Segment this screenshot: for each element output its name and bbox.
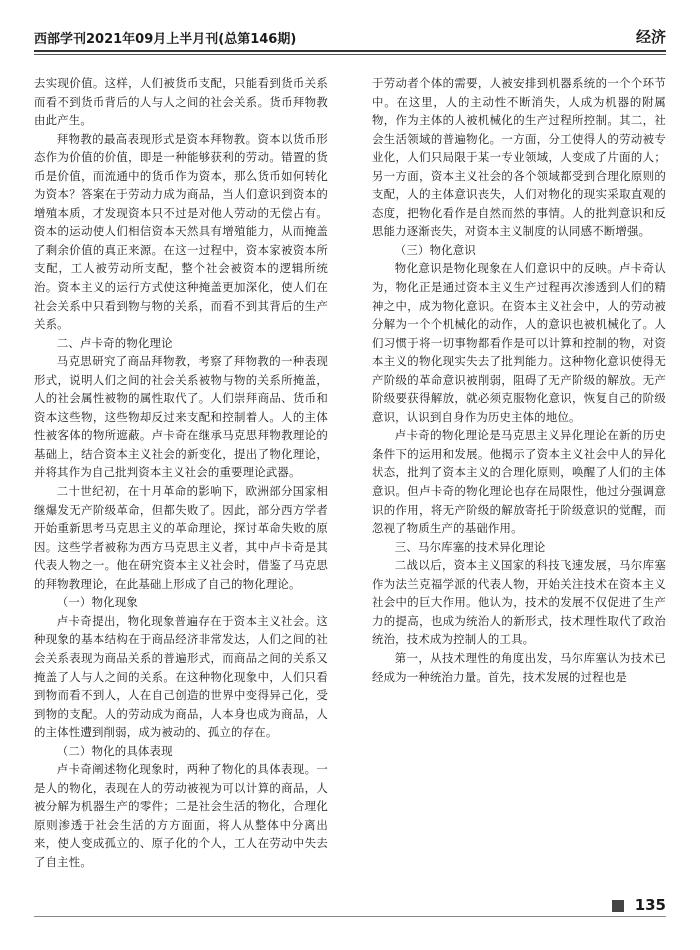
header-rule [34,50,666,52]
paragraph: 二十世纪初，在十月革命的影响下，欧洲部分国家相继爆发无产阶级革命，但都失败了。因此，部分西方学者开始重新思考马克思主义的革命理论，探讨革命失败的原因。这些学者被称为西方马克思主义者，其中卢卡奇是其代表人物之一。他在研究资本主义社会时，借鉴了马克思的拜物教理论，在此基础上形成了自己的物化理论。 [34,484,328,591]
journal-issue: 西部学刊2021年09月上半月刊(总第146期) [34,32,297,47]
paragraph: 卢卡奇阐述物化现象时，两种了物化的具体表现。一是人的物化，表现在人的劳动被视为可以计算的商品，人被分解为机器生产的零件；二是社会生活的物化，合理化原则渗透于社会生活的方方面面，将人从整体中分离出来，使人变成孤立的、原子化的个人，工人在劳动中失去了自主性。 [34,762,328,869]
page-number: 135 [634,896,666,914]
paragraph: 第一，从技术理性的角度出发，马尔库塞认为技术已经成为一种统治力量。首先，技术发展的过程也是 [372,650,666,684]
section-heading: 三、马尔库塞的技术异化理论 [394,539,546,554]
paragraph: 二战以后，资本主义国家的科技飞速发展，马尔库塞作为法兰克福学派的代表人物，开始关注技术在资本主义社会中的巨大作用。他认为，技术的发展不仅促进了生产力的提高，也成为统治人的新形式，技术理性取代了政治统治，技术成为控制人的工具。 [372,558,666,647]
paragraph: 于劳动者个体的需要，人被安排到机器系统的一个个环节中。在这里，人的主动性不断消失，人成为机器的附属物，作为主体的人被机械化的生产过程所控制。其二，社会生活领域的普遍物化。一方面，分工使得人的劳动被专业化，人们只局限于某一专业领域，人变成了片面的人；另一方面，资本主义社会的各个领域都受到合理化原则的支配，人的主体意识丧失，人们对物化的现实采取直观的态度，把物化看作是自然而然的事情。人的批判意识和反思能力逐渐丧失，对资本主义制度的认同感不断增强。 [372,76,666,239]
paragraph: 物化意识是物化现象在人们意识中的反映。卢卡奇认为，物化正是通过资本主义生产过程再次渗透到人们的精神之中，成为物化意识。在资本主义社会中，人的劳动被分解为一个个机械化的动作，人的意识也被机械化了。人们习惯于将一切事物都看作是可以计算和控制的物，对资本主义的物化现实失去了批判能力。这种物化意识使得无产阶级的革命意识被削弱，阻碍了无产阶级的解放。无产阶级要获得解放，就必须克服物化意识，恢复自己的阶级意识，认识到自身作为历史主体的地位。 [372,261,666,424]
subsection-heading: （二）物化的具体表现 [56,743,173,758]
subsection-heading: （三）物化意识 [394,242,476,257]
paragraph: 去实现价值。这样，人们被货币支配，只能看到货币关系而看不到货币背后的人与人之间的社会关系。货币拜物教由此产生。 [34,76,328,128]
subsection-heading: （一）物化现象 [56,595,138,610]
footer-rule [34,916,666,917]
page-marker [612,900,624,912]
right-column [372,74,666,686]
section-label: 经济 [635,28,666,46]
paragraph: 卢卡奇提出，物化现象普遍存在于资本主义社会。这种现象的基本结构在于商品经济非常发达，人们之间的社会关系表现为商品关系的普遍形式，而商品之间的关系又掩盖了人与人之间的关系。在这种物化现象中，人们只看到物而看不到人，人在自己创造的世界中变得异己化，受到物的支配。人的劳动成为商品，人本身也成为商品，人的主体性遭到削弱，成为被动的、孤立的存在。 [34,613,328,740]
left-column [34,74,328,872]
paragraph: 拜物教的最高表现形式是资本拜物教。资本以货币形态作为价值的价值，即是一种能够获利的劳动。错置的货币是价值，而流通中的货币作为资本，那么货币如何转化为资本？答案在于劳动力成为商品，当人们意识到资本的增殖本质，才发现资本只不过是对他人劳动的无偿占有。资本的运动使人们相信资本天然具有增殖能力，从而掩盖了剩余价值的真正来源。在这一过程中，资本家被资本所支配，工人被劳动所支配，整个社会被资本的逻辑所统治。资本主义的运行方式使这种掩盖更加深化，使人们在社会关系中只看到物与物的关系，而看不到其背后的生产关系。 [34,131,328,332]
paragraph: 马克思研究了商品拜物教，考察了拜物教的一种表现形式，说明人们之间的社会关系被物与物的关系所掩盖，人的社会属性被物的属性取代了。人们崇拜商品、货币和资本这些物，这些物却反过来支配和控制着人。人的主体性被客体的物所遮蔽。卢卡奇在继承马克思拜物教理论的基础上，结合资本主义社会的新变化，提出了物化理论，并将其作为自己批判资本主义社会的重要理论武器。 [34,354,328,480]
header-rule-thin [34,54,666,55]
paragraph: 卢卡奇的物化理论是马克思主义异化理论在新的历史条件下的运用和发展。他揭示了资本主义社会中人的异化状态，批判了资本主义的合理化原则，唤醒了人们的主体意识。但卢卡奇的物化理论也存在局限性，他过分强调意识的作用，将无产阶级的解放寄托于阶级意识的觉醒，而忽视了物质生产的基础作用。 [372,428,666,536]
running-header [34,26,666,48]
section-heading: 二、卢卡奇的物化理论 [56,335,173,350]
